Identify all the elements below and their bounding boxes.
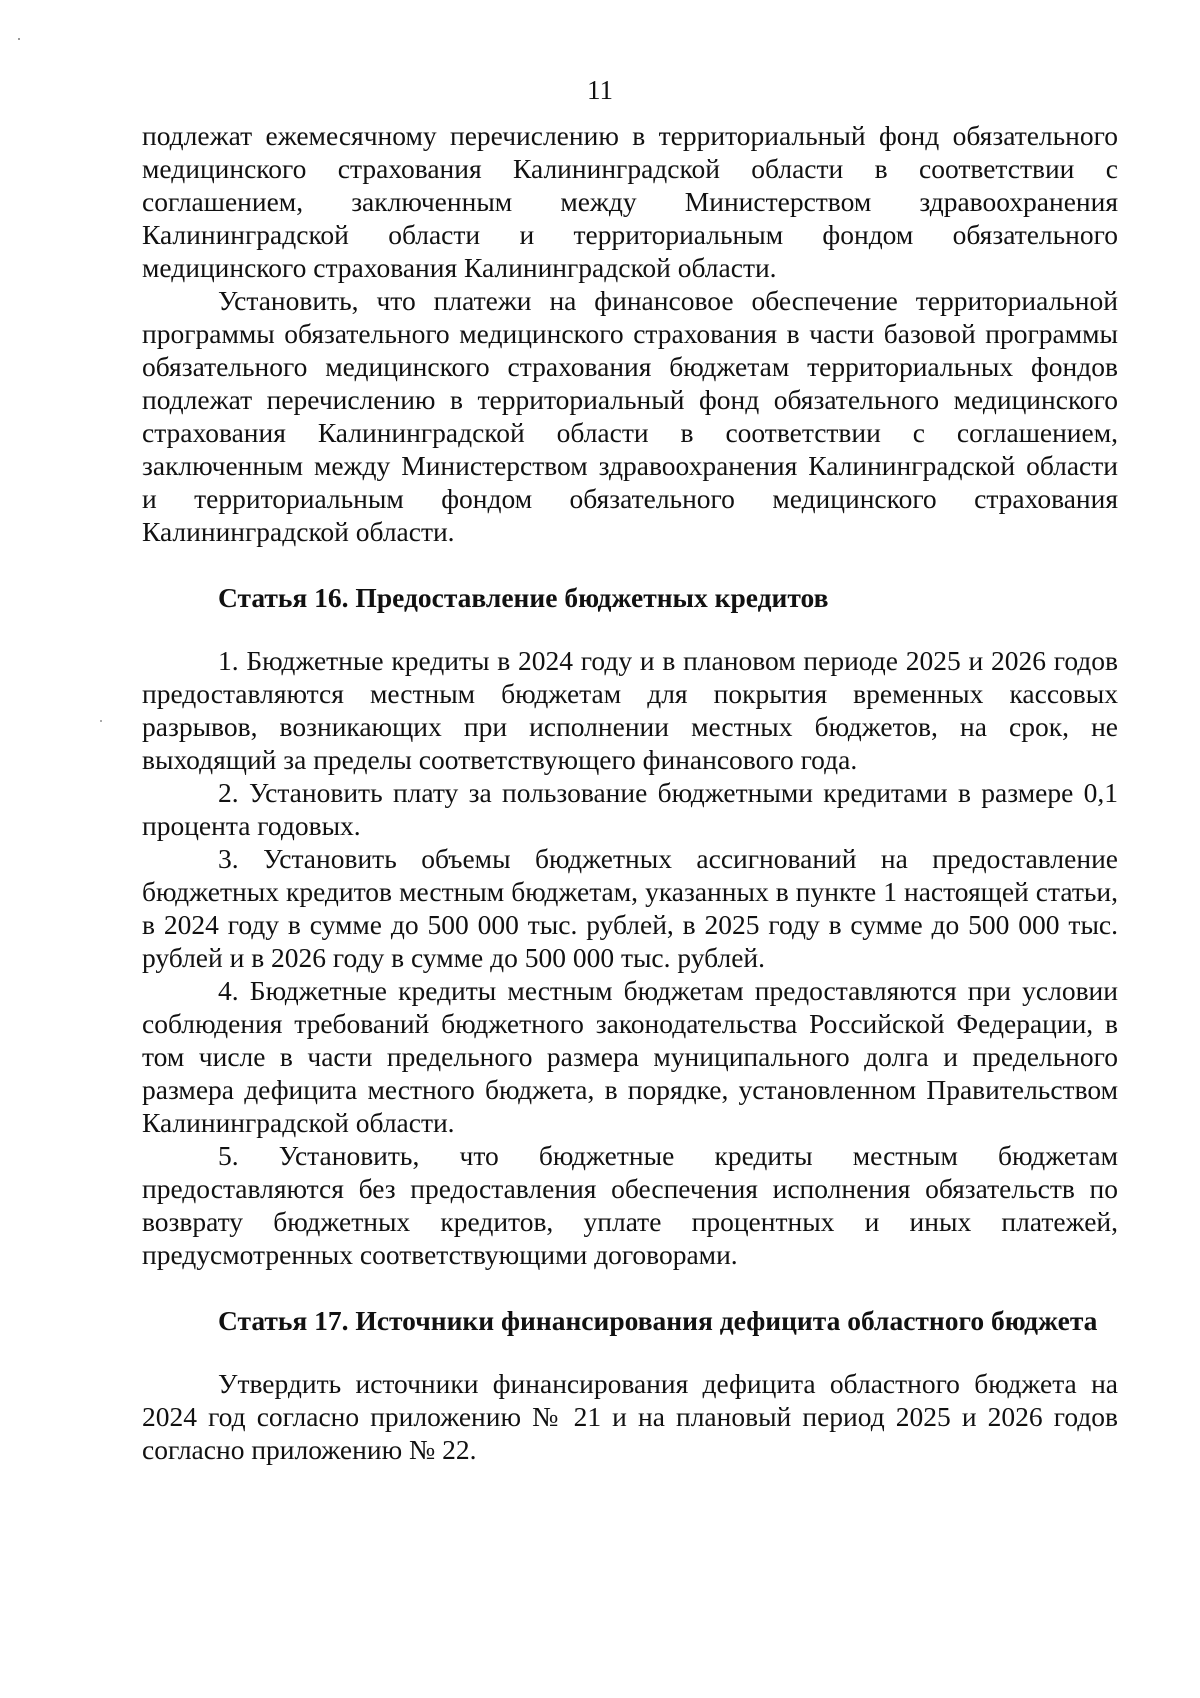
article-16-item-2: 2. Установить плату за пользование бюджетными кредитами в размере 0,1 процента годовых. [142,777,1118,841]
article-16-item-4: 4. Бюджетные кредиты местным бюджетам предоставляются при условии соблюдения требований бюджетного законодательства Российской Федерации, в том числе в части предельного размера муниципального долга и предельного размера дефицита местного бюджета, в порядке, установленном Правительством Калининградской области. [142,975,1118,1138]
scan-speck [100,720,102,722]
paragraph-payments: Установить, что платежи на финансовое обеспечение территориальной программы обязательного медицинского страхования в части базовой программы обязательного медицинского страхования бюджетам территориальных фондов подлежат перечислению в территориальный фонд обязательного медицинского страхования Калининградской области в соответствии с соглашением, заключенным между Министерством здравоохранения Калининградской области и территориальным фондом обязательного медицинского страхования Калининградской области. [142,285,1118,547]
article-16-item-1: 1. Бюджетные кредиты в 2024 году и в плановом периоде 2025 и 2026 годов предоставляются местным бюджетам для покрытия временных кассовых разрывов, возникающих при исполнении местных бюджетов, на срок, не выходящий за пределы соответствующего финансового года. [142,645,1118,775]
article-16-item-3: 3. Установить объемы бюджетных ассигнований на предоставление бюджетных кредитов местным бюджетам, указанных в пункте 1 настоящей статьи, в 2024 году в сумме до 500 000 тыс. рублей, в 2025 году в сумме до 500 000 тыс. рублей и в 2026 году в сумме до 500 000 тыс. рублей. [142,843,1118,973]
page-number: 11 [587,75,613,105]
paragraph-continuation: подлежат ежемесячному перечислению в территориальный фонд обязательного медицинского страхования Калининградской области в соответствии с соглашением, заключенным между Министерством здравоохранения Калининградской области и территориальным фондом обязательного медицинского страхования Калининградской области. [142,120,1118,283]
scan-speck [18,38,20,40]
article-16-heading: Статья 16. Предоставление бюджетных кредитов [218,582,829,613]
document-body [142,119,1118,1466]
article-17-heading: Статья 17. Источники финансирования дефицита областного бюджета [218,1305,1098,1336]
article-17-text: Утвердить источники финансирования дефицита областного бюджета на 2024 год согласно приложению № 21 и на плановый период 2025 и 2026 годов согласно приложению № 22. [142,1368,1118,1465]
article-16-item-5: 5. Установить, что бюджетные кредиты местным бюджетам предоставляются без предоставления обеспечения исполнения обязательств по возврату бюджетных кредитов, уплате процентных и иных платежей, предусмотренных соответствующими договорами. [142,1140,1118,1270]
